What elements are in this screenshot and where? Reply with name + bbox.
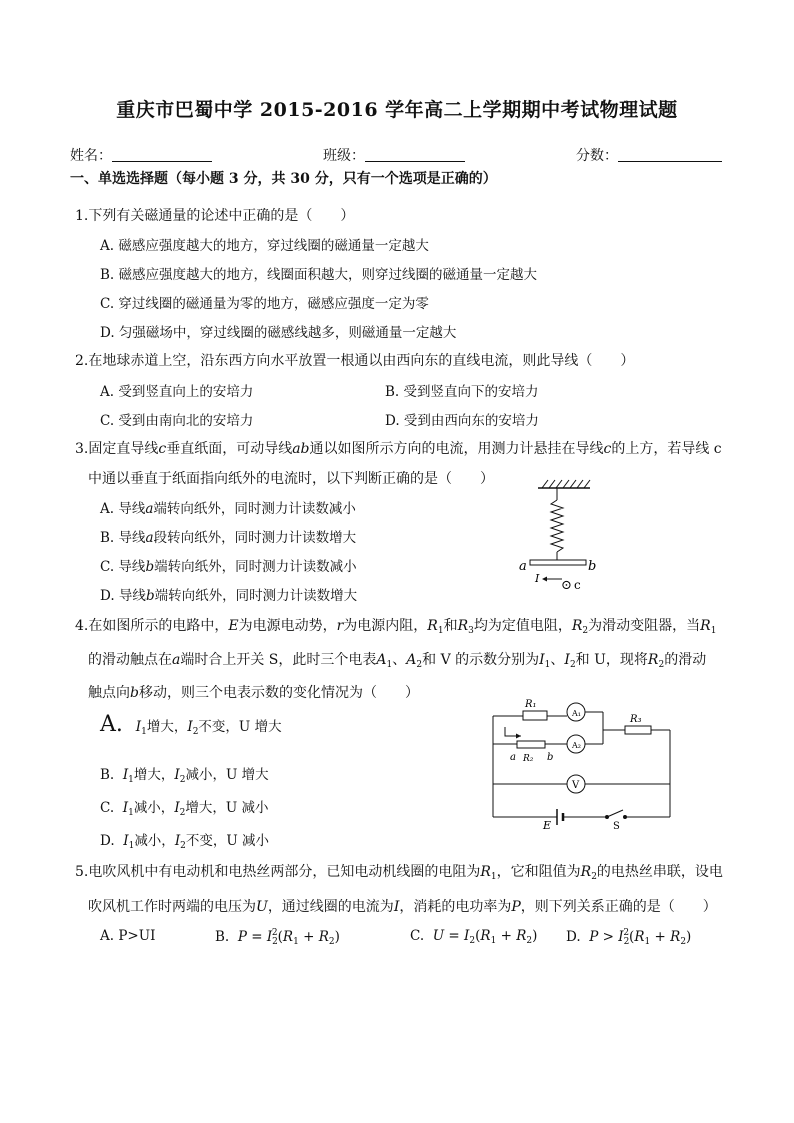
name-label: 姓名： — [70, 148, 112, 164]
q3-option-c: C. 导线b端转向纸外，同时测力计读数减小 — [100, 559, 357, 575]
svg-text:A₁: A₁ — [572, 709, 581, 718]
r1-icon — [523, 711, 547, 720]
svg-text:R₃: R₃ — [630, 714, 642, 725]
q4-stem-line1: 4.在如图所示的电路中，E为电源电动势，r为电源内阻，$R_1$和$R_3$均为定值电阻，$R_2$为滑动变阻器，当$R_1$ — [75, 618, 717, 636]
q1-option-a: A. 磁感应强度越大的地方，穿过线圈的磁通量一定越大 — [100, 238, 429, 254]
q3-option-b: B. 导线a段转向纸外，同时测力计读数增大 — [100, 530, 357, 546]
q3-option-d: D. 导线b端转向纸外，同时测力计读数增大 — [100, 588, 358, 604]
q2-option-c: C. 受到由南向北的安培力 — [100, 413, 254, 429]
r2-rheostat-icon — [517, 741, 545, 748]
q3-stem-line2: 中通以垂直于纸面指向纸外的电流时，以下判断正确的是（ ） — [88, 471, 494, 487]
svg-text:R₂: R₂ — [523, 754, 534, 764]
label-b: b — [588, 559, 597, 574]
q2-stem: 2.在地球赤道上空，沿东西方向水平放置一根通以由西向东的直线电流，则此导线（ ） — [75, 353, 635, 369]
class-label: 班级： — [323, 148, 365, 164]
svg-text:V: V — [572, 780, 580, 791]
q5-option-c: C. $U = I_2(R_1 + R_2)$ — [410, 928, 538, 946]
q2-option-b: B. 受到竖直向下的安培力 — [385, 384, 539, 400]
score-field — [576, 145, 722, 165]
page-title: 重庆市巴蜀中学 2015-2016 学年高二上学期期中考试物理试题 — [116, 99, 678, 121]
q4-stem-line3: 触点向b移动，则三个电表示数的变化情况为（ ） — [88, 685, 419, 701]
class-field — [323, 145, 465, 165]
q3-option-a: A. 导线a端转向纸外，同时测力计读数减小 — [100, 501, 356, 517]
wire-ab — [530, 560, 586, 565]
q1-option-c: C. 穿过线圈的磁通量为零的地方，磁感应强度一定为零 — [100, 296, 429, 312]
svg-text:a: a — [510, 752, 516, 763]
q5-option-d: D. $P > I_2^2(R_1 + R_2)$ — [566, 928, 692, 947]
q3-spring-figure — [510, 478, 610, 593]
class-blank[interactable] — [365, 147, 465, 162]
name-field — [70, 145, 212, 165]
q4-option-a: A. $I_1$增大，$I_2$不变，U 增大 — [100, 712, 282, 737]
q1-stem: 1.下列有关磁通量的论述中正确的是（ ） — [75, 208, 355, 224]
section-heading: 一、单选选择题（每小题 3 分，共 30 分，只有一个选项是正确的） — [70, 171, 497, 187]
switch-icon — [607, 810, 623, 817]
q3-stem-line1: 3.固定直导线c垂直纸面，可动导线ab通以如图所示方向的电流，用测力计悬挂在导线c的上方，若导线 c — [75, 441, 722, 457]
spring-icon — [551, 500, 563, 552]
score-blank[interactable] — [618, 147, 722, 162]
label-a: a — [519, 559, 527, 574]
q4-option-b: B. $I_1$增大，$I_2$减小，U 增大 — [100, 767, 269, 785]
q5-stem-line1: 5.电吹风机中有电动机和电热丝两部分，已知电动机线圈的电阻为$R_1$，它和阻值为$R_2$的电热丝串联，设电 — [75, 864, 723, 882]
svg-text:A₂: A₂ — [572, 741, 581, 750]
q5-option-a: A. P>UI — [100, 928, 156, 944]
q1-option-b: B. 磁感应强度越大的地方，线圈面积越大，则穿过线圈的磁通量一定越大 — [100, 267, 538, 283]
wire-c-icon: ⊙ — [561, 578, 572, 593]
name-blank[interactable] — [112, 147, 212, 162]
q2-option-a: A. 受到竖直向上的安培力 — [100, 384, 254, 400]
r3-icon — [625, 726, 651, 734]
q2-option-d: D. 受到由西向东的安培力 — [385, 413, 539, 429]
q4-stem-line2: 的滑动触点在a端时合上开关 S，此时三个电表$A_1$、$A_2$和 V 的示数分别为$I_1$、$I_2$和 U，现将$R_2$的滑动 — [88, 652, 707, 670]
q4-option-c: C. $I_1$减小，$I_2$增大，U 减小 — [100, 800, 269, 818]
svg-text:S: S — [613, 821, 620, 832]
q5-option-b: B. $P = I_2^2(R_1 + R_2)$ — [215, 928, 340, 947]
score-label: 分数： — [576, 148, 618, 164]
q1-option-d: D. 匀强磁场中，穿过线圈的磁感线越多，则磁通量一定越大 — [100, 325, 457, 341]
svg-text:b: b — [547, 752, 554, 763]
svg-text:E: E — [543, 819, 552, 832]
label-I: I — [535, 572, 540, 585]
svg-text:R₁: R₁ — [525, 699, 537, 710]
q5-stem-line2: 吹风机工作时两端的电压为U，通过线圈的电流为I，消耗的电功率为P，则下列关系正确的是（ ） — [88, 899, 717, 915]
q4-circuit-figure — [485, 694, 680, 834]
q4-option-d: D. $I_1$减小，$I_2$不变，U 减小 — [100, 833, 270, 851]
label-c: c — [574, 578, 581, 592]
